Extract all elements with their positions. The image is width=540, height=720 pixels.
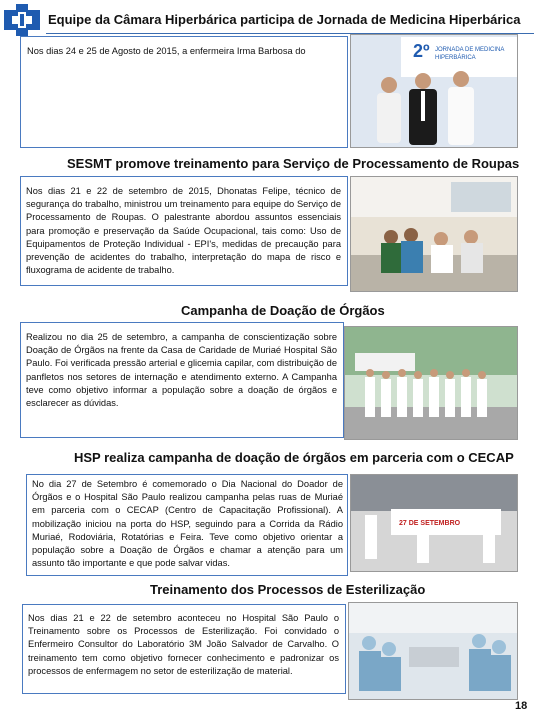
svg-text:27 DE SETEMBRO: 27 DE SETEMBRO (399, 520, 461, 527)
hospital-cross-logo (4, 4, 40, 36)
svg-text:2º: 2º (413, 41, 430, 61)
section-4-box (26, 474, 348, 576)
svg-text:JORNADA DE MEDICINA: JORNADA DE MEDICINA (435, 47, 505, 53)
section-body: Realizou no dia 25 de setembro, a campanha de conscientização sobre Doação de Órgãos na frente da Casa de Caridade de Muriaé Hospital São Paulo. Foi verificada pressão arterial e glicemia capilar, com distribuição de panfletos nos setores de internação e atendimento externo. A Campanha teve como objetivo informar a população sobre a doação de órgãos e esclarecer as dúvidas. (26, 332, 337, 409)
campaign-photo (344, 326, 518, 440)
svg-text:HIPERBÁRICA: HIPERBÁRICA (435, 55, 476, 61)
sterilization-photo (348, 602, 518, 700)
page-number: 18 (515, 700, 528, 712)
section-title: HSP realiza campanha de doação de órgãos em parceria com o CECAP (74, 450, 514, 465)
section-title: Treinamento dos Processos de Esterilização (150, 582, 426, 597)
section-title: Equipe da Câmara Hiperbárica participa de Jornada de Medicina Hiperbárica (48, 12, 521, 27)
section-3-box (20, 322, 344, 438)
section-title: SESMT promove treinamento para Serviço de Processamento de Roupas (67, 156, 520, 171)
section-2-box (20, 176, 348, 286)
street-campaign-photo (350, 474, 518, 572)
section-5-box (22, 604, 346, 694)
section-body: Nos dias 21 e 22 de setembro aconteceu no Hospital São Paulo o Treinamento sobre os Processos de Esterilização. Foi convidado o Enfermeiro Consultor do Laboratório 3M João Salvador de Carvalho. O treinamento tem como objetivo fornecer conhecimento e padronizar os processos de enfermagem no setor de esterilização de material. (28, 613, 339, 676)
section-body: No dia 27 de Setembro é comemorado o Dia Nacional do Doador de Órgãos e o Hospital São Paulo realizou campanha pelas ruas de Muriaé em parceria com o CECAP (Centro de Capacitação Profissional). A mobilização iniciou na porta do HSP, seguindo para a Corrida da Rádio Muriaé, Rodoviária, Rotatórias e Feira. Teve como objetivo orientar a população sobre a Doação de Órgãos e chamar a atenção para um assunto tão importante e que pode salvar vidas. (32, 479, 343, 569)
section-1-box (20, 36, 348, 148)
section-title: Campanha de Doação de Órgãos (181, 303, 385, 318)
section-body: Nos dias 24 e 25 de Agosto de 2015, a enfermeira Irma Barbosa do (27, 46, 306, 56)
training-photo (350, 176, 518, 292)
event-photo (350, 34, 518, 148)
section-body: Nos dias 21 e 22 de setembro de 2015, Dhonatas Felipe, técnico de segurança do trabalho, ministrou um treinamento para equipe do Serviço de Processamento de Roupas. O palestrante abordou assuntos essenciais para promoção e preservação da Saúde Ocupacional, tais como: Uso de Equipamentos de Proteção Individual - EPI's, medidas de precaução para prevenção de acidentes do trabalho, interpretação do mapa de risco e fluxograma de acidente de trabalho. (26, 186, 341, 276)
